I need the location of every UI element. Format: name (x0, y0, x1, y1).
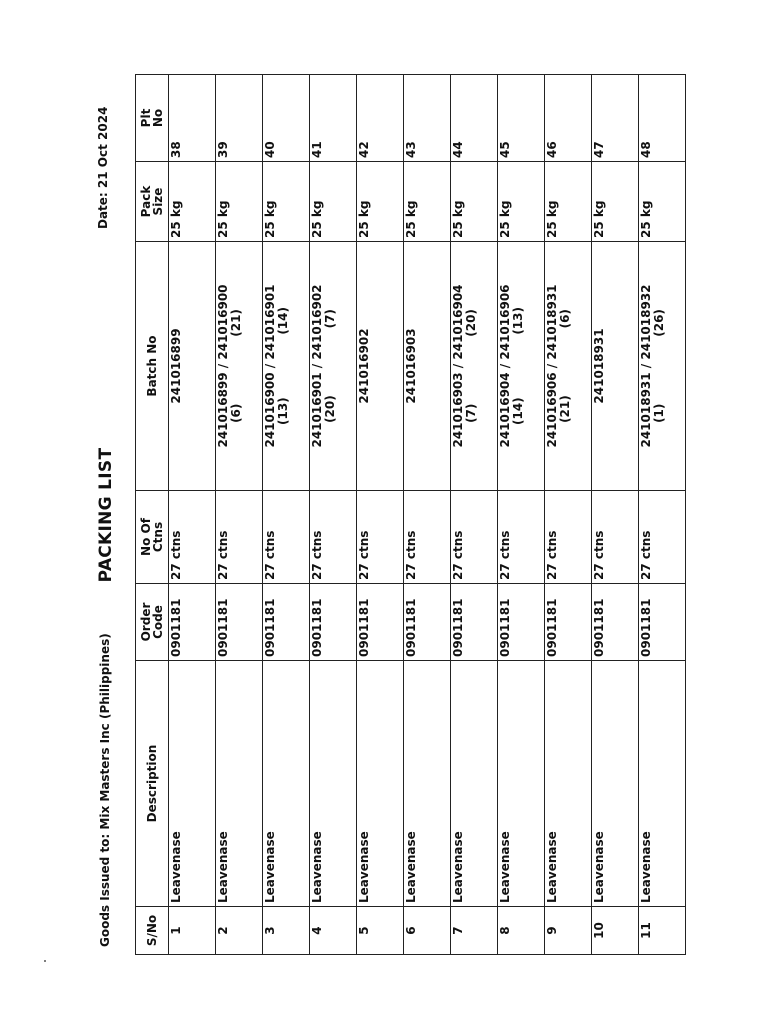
cell-batch-no (263, 242, 310, 491)
batch-numbers: 241016903 / 241016904 (451, 284, 465, 448)
document-date: Date: 21 Oct 2024 (96, 106, 110, 229)
cell-sno: 6 (404, 907, 451, 955)
table-row (498, 75, 545, 955)
header-batch-no: Batch No (136, 242, 169, 491)
rotated-page (94, 75, 704, 955)
cell-sno: 5 (357, 907, 404, 955)
packing-list-table (135, 74, 686, 955)
cell-description: Leavenase (169, 661, 216, 907)
cell-sno: 4 (310, 907, 357, 955)
cell-description: Leavenase (639, 661, 686, 907)
batch-quantities: (6) (21) (229, 309, 243, 423)
cell-description: Leavenase (263, 661, 310, 907)
table-row (357, 75, 404, 955)
batch-numbers: 241016899 / 241016900 (216, 284, 230, 448)
cell-batch-no (498, 242, 545, 491)
table-row (592, 75, 639, 955)
cell-description: Leavenase (545, 661, 592, 907)
cell-sno: 2 (216, 907, 263, 955)
cell-batch-no (169, 242, 216, 491)
cell-batch-no (451, 242, 498, 491)
batch-quantities: (13) (14) (276, 307, 290, 426)
batch-numbers: 241016903 (404, 328, 418, 404)
cell-pack-size: 25 kg (263, 162, 310, 242)
cell-order-code: 0901181 (639, 584, 686, 661)
table-row (310, 75, 357, 955)
cell-description: Leavenase (592, 661, 639, 907)
cell-plt-no: 44 (451, 75, 498, 162)
cell-description: Leavenase (451, 661, 498, 907)
cell-plt-no: 42 (357, 75, 404, 162)
cell-pack-size: 25 kg (310, 162, 357, 242)
cell-plt-no: 47 (592, 75, 639, 162)
cell-order-code: 0901181 (592, 584, 639, 661)
table-row (639, 75, 686, 955)
cell-no-of-ctns: 27 ctns (592, 491, 639, 584)
cell-pack-size: 25 kg (639, 162, 686, 242)
table-body (169, 75, 686, 955)
batch-numbers: 241018931 (592, 328, 606, 404)
cell-sno: 8 (498, 907, 545, 955)
header-order-code: Order Code (136, 584, 169, 661)
cell-plt-no: 43 (404, 75, 451, 162)
cell-plt-no: 45 (498, 75, 545, 162)
batch-numbers: 241016906 / 241018931 (545, 284, 559, 448)
cell-sno: 3 (263, 907, 310, 955)
table-row (545, 75, 592, 955)
batch-quantities: (21) (6) (558, 309, 572, 423)
table-row (404, 75, 451, 955)
cell-sno: 9 (545, 907, 592, 955)
cell-plt-no: 41 (310, 75, 357, 162)
document-title: PACKING LIST (96, 447, 116, 583)
batch-numbers: 241016902 (357, 328, 371, 404)
cell-batch-no (545, 242, 592, 491)
cell-pack-size: 25 kg (404, 162, 451, 242)
cell-plt-no: 46 (545, 75, 592, 162)
batch-quantities: (20) (7) (323, 309, 337, 423)
cell-plt-no: 48 (639, 75, 686, 162)
cell-no-of-ctns: 27 ctns (357, 491, 404, 584)
header-pack-size: Pack Size (136, 162, 169, 242)
cell-pack-size: 25 kg (216, 162, 263, 242)
cell-batch-no (639, 242, 686, 491)
cell-batch-no (592, 242, 639, 491)
cell-pack-size: 25 kg (498, 162, 545, 242)
header-plt-no: Plt No (136, 75, 169, 162)
batch-numbers: 241016904 / 241016906 (498, 284, 512, 448)
cell-no-of-ctns: 27 ctns (169, 491, 216, 584)
cell-order-code: 0901181 (216, 584, 263, 661)
cell-description: Leavenase (404, 661, 451, 907)
cell-sno: 1 (169, 907, 216, 955)
cell-order-code: 0901181 (310, 584, 357, 661)
table-row (216, 75, 263, 955)
cell-description: Leavenase (498, 661, 545, 907)
cell-order-code: 0901181 (498, 584, 545, 661)
cell-no-of-ctns: 27 ctns (545, 491, 592, 584)
table-row (451, 75, 498, 955)
header-row (136, 75, 169, 955)
cell-pack-size: 25 kg (545, 162, 592, 242)
cell-no-of-ctns: 27 ctns (310, 491, 357, 584)
cell-order-code: 0901181 (545, 584, 592, 661)
cell-order-code: 0901181 (357, 584, 404, 661)
cell-no-of-ctns: 27 ctns (639, 491, 686, 584)
goods-issued-to: Goods Issued to: Mix Masters Inc (Philippines) (98, 633, 112, 947)
cell-batch-no (357, 242, 404, 491)
batch-numbers: 241016899 (169, 328, 183, 404)
cell-sno: 10 (592, 907, 639, 955)
batch-quantities: (1) (26) (652, 309, 666, 423)
cell-sno: 7 (451, 907, 498, 955)
cell-plt-no: 38 (169, 75, 216, 162)
cell-order-code: 0901181 (169, 584, 216, 661)
batch-numbers: 241018931 / 241018932 (639, 284, 653, 448)
cell-batch-no (404, 242, 451, 491)
cell-description: Leavenase (310, 661, 357, 907)
header-no-of-ctns: No Of Ctns (136, 491, 169, 584)
cell-batch-no (310, 242, 357, 491)
scan-speck (44, 960, 46, 962)
cell-pack-size: 25 kg (451, 162, 498, 242)
cell-batch-no (216, 242, 263, 491)
cell-pack-size: 25 kg (357, 162, 404, 242)
cell-no-of-ctns: 27 ctns (404, 491, 451, 584)
cell-description: Leavenase (357, 661, 404, 907)
cell-no-of-ctns: 27 ctns (498, 491, 545, 584)
cell-plt-no: 40 (263, 75, 310, 162)
batch-quantities: (14) (13) (511, 307, 525, 426)
header-sno: S/No (136, 907, 169, 955)
cell-order-code: 0901181 (263, 584, 310, 661)
cell-order-code: 0901181 (404, 584, 451, 661)
header-description: Description (136, 661, 169, 907)
batch-quantities: (7) (20) (464, 309, 478, 423)
cell-no-of-ctns: 27 ctns (216, 491, 263, 584)
table-row (169, 75, 216, 955)
cell-description: Leavenase (216, 661, 263, 907)
batch-numbers: 241016900 / 241016901 (263, 284, 277, 448)
cell-pack-size: 25 kg (592, 162, 639, 242)
cell-order-code: 0901181 (451, 584, 498, 661)
cell-sno: 11 (639, 907, 686, 955)
cell-plt-no: 39 (216, 75, 263, 162)
cell-no-of-ctns: 27 ctns (451, 491, 498, 584)
batch-numbers: 241016901 / 241016902 (310, 284, 324, 448)
cell-pack-size: 25 kg (169, 162, 216, 242)
cell-no-of-ctns: 27 ctns (263, 491, 310, 584)
table-row (263, 75, 310, 955)
